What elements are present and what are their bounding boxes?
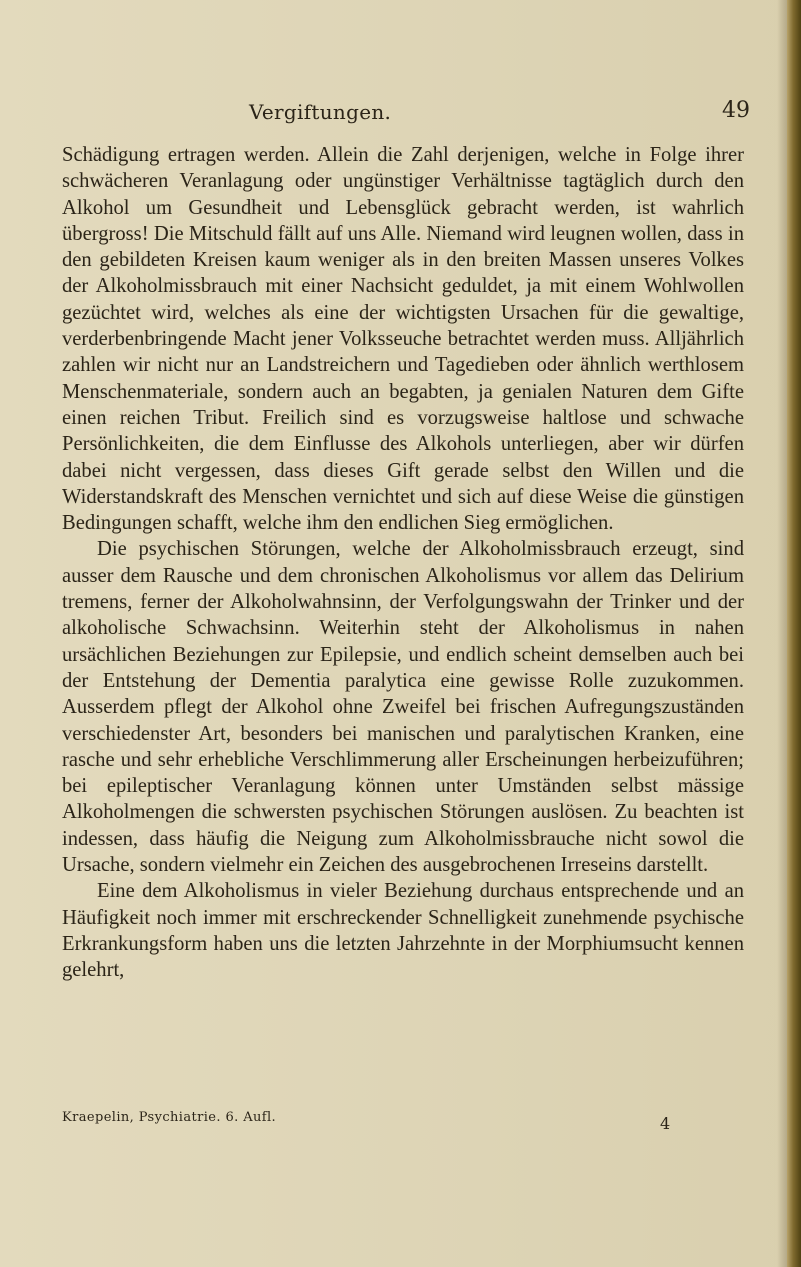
page-edge [787, 0, 801, 1267]
body-text [62, 142, 744, 984]
signature-mark: 4 [660, 1114, 671, 1133]
page-number: 49 [722, 98, 750, 123]
page-gutter-shadow [777, 0, 787, 1267]
paragraph-psychische-stoerungen: Die psychischen Störungen, welche der Alkoholmissbrauch erzeugt, sind ausser dem Rausche und dem chronischen Alkoholismus vor allem das Delirium tremens, ferner der Alkoholwahnsinn, der Verfolgungswahn der Trinker und der alkoholische Schwachsinn. Weiterhin steht der Alkoholismus in nahen ursächlichen Beziehungen zur Epilepsie, und endlich scheint demselben auch bei der Entstehung der Dementia paralytica eine gewisse Rolle zuzukommen. Ausserdem pflegt der Alkohol ohne Zweifel bei frischen Aufregungszuständen verschiedenster Art, besonders bei manischen und paralytischen Kranken, eine rasche und sehr erhebliche Verschlimmerung aller Erscheinungen herbeizuführen; bei epileptischer Veranlagung können unter Umständen selbst mässige Alkoholmengen die schwersten psychischen Störungen auslösen. Zu beachten ist indessen, dass häufig die Neigung zum Alkoholmissbrauche nicht sowol die Ursache, sondern vielmehr ein Zeichen des ausgebrochenen Irreseins darstellt. [62, 538, 744, 877]
page-header [60, 100, 750, 130]
paragraph-morphiumsucht: Eine dem Alkoholismus in vieler Beziehung durchaus entsprechende und an Häufigkeit noch immer mit erschreckender Schnelligkeit zunehmende psychische Erkrankungsform haben uns die letzten Jahrzehnte in der Morphiumsucht kennen gelehrt, [62, 880, 744, 982]
footer-source: Kraepelin, Psychiatrie. 6. Aufl. [62, 1110, 277, 1125]
page-footer [62, 1110, 752, 1150]
paragraph-continuation: Schädigung ertragen werden. Allein die Zahl derjenigen, welche in Folge ihrer schwächeren Veranlagung oder ungünstiger Verhältnisse tagtäglich durch den Alkohol um Gesundheit und Lebensglück gebracht werden, ist wahrlich übergross! Die Mitschuld fällt auf uns Alle. Niemand wird leugnen wollen, dass in den gebildeten Kreisen kaum weniger als in den breiten Massen unseres Volkes der Alkoholmissbrauch mit einer Nachsicht geduldet, ja mit einem Wohlwollen gezüchtet wird, welches als eine der wichtigsten Ursachen für die gewaltige, verderbenbringende Macht jener Volksseuche betrachtet werden muss. Alljährlich zahlen wir nicht nur an Landstreichern und Tagedieben oder ähnlich werthlosem Menschenmateriale, sondern auch an begabten, ja genialen Naturen dem Gifte einen reichen Tribut. Freilich sind es vorzugsweise haltlose und schwache Persönlichkeiten, die dem Einflusse des Alkohols unterliegen, aber wir dürfen dabei nicht vergessen, dass dieses Gift gerade selbst den Willen und die Widerstandskraft des Menschen vernichtet und sich auf diese Weise die günstigen Bedingungen schafft, welche ihm den endlichen Sieg ermöglichen. [62, 144, 744, 535]
running-head: Vergiftungen. [249, 100, 392, 124]
